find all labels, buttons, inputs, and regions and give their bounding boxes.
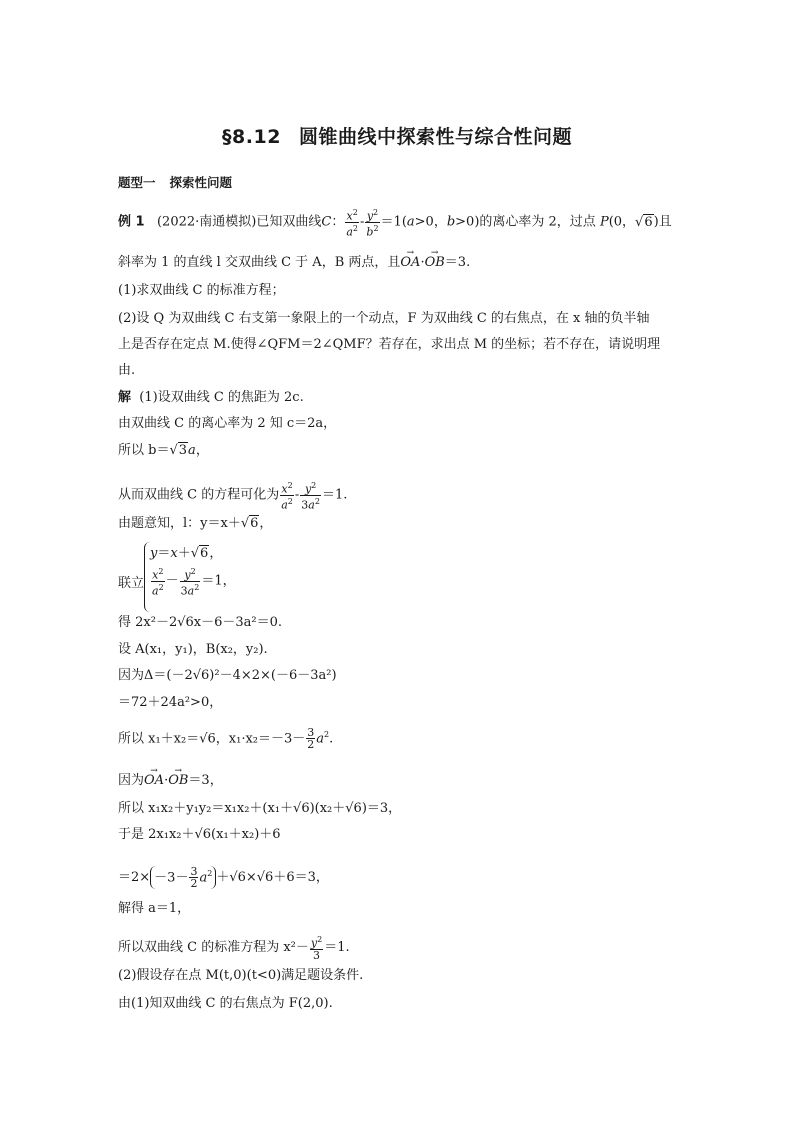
solution-line-14: ＝2× －3－ $\frac{3}{2}$ $a^2 +√6\times√6+6=3$， bbox=[118, 865, 329, 891]
question-type-heading: 题型一 探索性问题 bbox=[118, 175, 233, 190]
solution-line-2: 由双曲线 C 的离心率为 2 知 c＝2a， bbox=[118, 416, 337, 431]
section-number: §8.12 bbox=[222, 126, 281, 148]
system-label: 联立 bbox=[118, 576, 145, 591]
example-source: (2022·南通模拟) bbox=[156, 214, 257, 230]
solution-line-15: 解得 a＝1， bbox=[118, 901, 191, 916]
solution-line-18: 由(1)知双曲线 C 的右焦点为 F(2,0). bbox=[118, 996, 333, 1011]
solution-line-10: 所以 x₁＋x₂＝√6，x₁·x₂＝－3－ $\frac{3}{2}$ $a^2$. bbox=[118, 726, 334, 752]
page-title bbox=[0, 122, 794, 149]
example-line-1: 例 1 (2022·南通模拟)已知双曲线C： $\frac{x^2}{a^2}$ - $\frac{y^2}{b^2}$ ＝1(a>0，b>0)的离心率为 2，过点 P(0，√6)且 bbox=[118, 208, 672, 239]
solution-line-13: 于是 2x₁x₂＋√6(x₁＋x₂)＋6 bbox=[118, 827, 281, 842]
solution-line-9: ＝72＋24a²>0， bbox=[118, 695, 223, 710]
solution-line-7: 设 A(x₁，y₁)，B(x₂，y₂). bbox=[118, 642, 268, 657]
solution-line-12: 所以 x₁x₂＋y₁y₂＝x₁x₂＋(x₁＋√6)(x₂＋√6)＝3， bbox=[118, 801, 402, 816]
solution-line-6: 得 2x²－2√6x－6－3a²＝0. bbox=[118, 615, 283, 630]
example-part-2-line-3: 由. bbox=[118, 363, 136, 378]
solution-line-4: 从而双曲线 C 的方程可化为 $\frac{x^2}{a^2}$ - $\frac{y^2}{3a^2}$ ＝1. bbox=[118, 481, 348, 512]
solution-line-16: 所以双曲线 C 的标准方程为 x²－ $\frac{y^2}{3}$ ＝1. bbox=[118, 935, 350, 962]
example-part-2-line-2: 上是否存在定点 M.使得∠QFM＝2∠QMF？若存在，求出点 M 的坐标；若不存在，请说明理 bbox=[118, 337, 661, 352]
fraction-y2-b2: $\frac{y^2}{b^2}$ bbox=[366, 208, 379, 239]
solution-line-8: 因为Δ＝(－2√6)²－4×2×(－6－3a²) bbox=[118, 668, 337, 683]
example-line-2: 斜率为 1 的直线 l 交双曲线 C 于 A，B 两点，且OA →·OB →＝3. bbox=[118, 255, 470, 271]
fraction-x2-a2: $\frac{x^2}{a^2}$ bbox=[346, 208, 358, 239]
example-part-1: (1)求双曲线 C 的标准方程； bbox=[118, 283, 285, 298]
solution-label: 解 bbox=[118, 390, 132, 405]
section-title: 圆锥曲线中探索性与综合性问题 bbox=[298, 126, 572, 148]
example-label: 例 1 bbox=[118, 214, 145, 230]
solution-line-3: 所以 b＝√3a， bbox=[118, 443, 209, 458]
document-page: §8.12 圆锥曲线中探索性与综合性问题 题型一 探索性问题 例 1 (2022·南通模拟)已知双曲线C： $\frac{x^2}{a^2}$ - $\frac{y^2}{b^2}$ ＝1(a>0，b>0)的离心率为 2，过点 P(0，√6)且 斜率为 1 的直线 l 交双曲线 C 于 A，B 两点，且OA →·OB →＝3. (1)求双曲线 C 的标准方程； (2)设 Q 为双曲线 C 右支第一象限上的一个动点，F 为双曲线 C 的右焦点，在 x 轴的负半轴 上是否存在定点 M.使得∠QFM＝2∠QMF？若存在，求出点 M 的坐标；若不存在，请说明理 由. 解 (1)设双曲线 C 的焦距为 2c. 由双曲线 C 的离心率为 2 知 c＝2a， 所以 b＝√3a， 从而双曲线 C 的方程可化为 $\frac{x^2}{a^2}$ - $\frac{y^2}{3a^2}$ ＝1. 由题意知，l：y＝x＋√6， 联立 y＝x＋√6， $\frac{x^2}{a^2}$ － $\frac{y^2}{3a^2}$ ＝1， 得 2x²－2√6x－6－3a²＝0. 设 A(x₁，y₁)，B(x₂，y₂). 因为Δ＝(－2√6)²－4×2×(－6－3a²) ＝72＋24a²>0， 所以 x₁＋x₂＝√6，x₁·x₂＝－3－ $\frac{3}{2}$ $a^2$. 因为OA →·OB →＝3， 所以 x₁x₂＋y₁y₂＝x₁x₂＋(x₁＋√6)(x₂＋√6)＝3， 于是 2x₁x₂＋√6(x₁＋x₂)＋6 ＝2× －3－ $\frac{3}{2}$ $a^2 +√6\times√6+6=3$， 解得 a＝1， 所以双曲线 C 的标准方程为 x²－ $\frac{y^2}{3}$ ＝1. (2)假设存在点 M(t,0)(t<0)满足题设条件. 由(1)知双曲线 C 的右焦点为 F(2,0). bbox=[0, 0, 794, 1122]
solution-line-17: (2)假设存在点 M(t,0)(t<0)满足题设条件. bbox=[118, 968, 364, 983]
example-part-2-line-1: (2)设 Q 为双曲线 C 右支第一象限上的一个动点，F 为双曲线 C 的右焦点，在 x 轴的负半轴 bbox=[118, 311, 650, 326]
solution-line-1: 解 (1)设双曲线 C 的焦距为 2c. bbox=[118, 390, 304, 405]
solution-line-11: 因为OA →·OB →＝3， bbox=[118, 773, 223, 789]
solution-line-5: 由题意知，l：y＝x＋√6， bbox=[118, 516, 273, 531]
